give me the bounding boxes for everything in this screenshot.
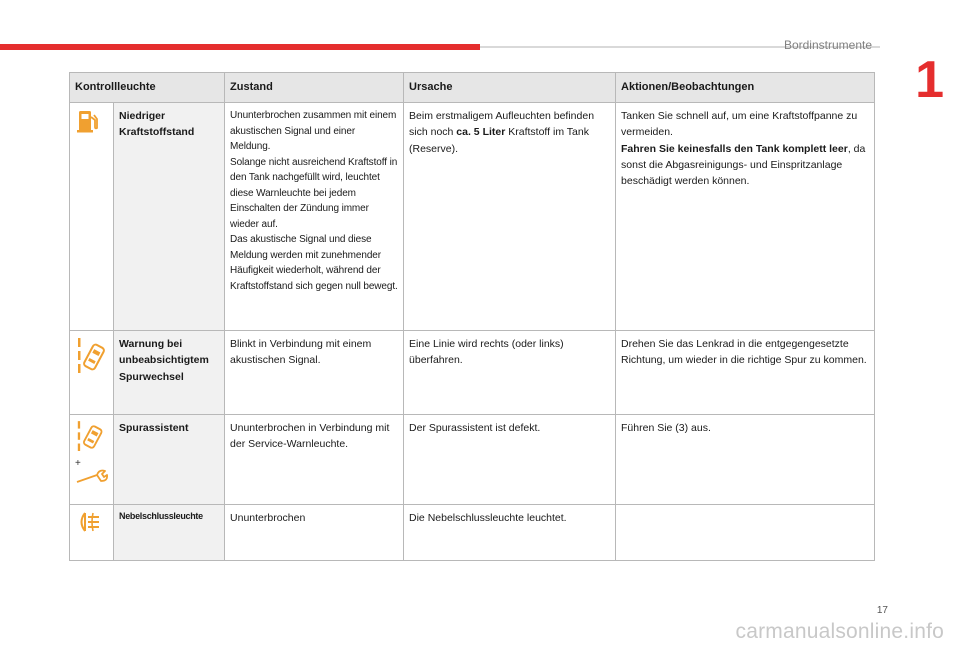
state-cell: Ununterbrochen zusammen mit einem akustischen Signal und einer Meldung. Solange nicht ausreichend Kraftstoff in den Tank nachgefüllt wird, leuchtet diese Warnleuchte bei jedem Einschalten der Zündung immer wieder auf. Das akustische Signal und diese Meldung werden mit zunehmender Häufigkeit wiederholt, während der Kraftstoffstand sich gegen null bewegt. bbox=[225, 103, 404, 331]
chapter-number: 1 bbox=[915, 51, 944, 109]
table-row bbox=[70, 331, 875, 415]
fuel-pump-icon bbox=[75, 125, 101, 137]
table-row bbox=[70, 103, 875, 331]
icon-cell bbox=[70, 103, 114, 331]
state-cell: Blinkt in Verbindung mit einem akustischen Signal. bbox=[225, 331, 404, 415]
table-row bbox=[70, 505, 875, 561]
plus-sign: + bbox=[75, 458, 81, 470]
warning-lights-table bbox=[69, 72, 875, 561]
rear-fog-light-icon bbox=[75, 525, 103, 537]
header-aktionen: Aktionen/Beobachtungen bbox=[616, 73, 875, 103]
state-cell: Ununterbrochen in Verbindung mit der Service-Warnleuchte. bbox=[225, 415, 404, 505]
cause-cell: Beim erstmaligem Aufleuchten befinden sich noch ca. 5 Liter Kraftstoff im Tank (Reserve). bbox=[404, 103, 616, 331]
header-kontrollleuchte: Kontrollleuchte bbox=[70, 73, 225, 103]
action-cell: Führen Sie (3) aus. bbox=[616, 415, 875, 505]
action-cell: Drehen Sie das Lenkrad in die entgegengesetzte Richtung, um wieder in die richtige Spur zu kommen. bbox=[616, 331, 875, 415]
header-accent-bar bbox=[0, 44, 480, 50]
action-cell bbox=[616, 505, 875, 561]
state-cell: Ununterbrochen bbox=[225, 505, 404, 561]
lane-departure-icon bbox=[75, 367, 105, 379]
icon-cell bbox=[70, 331, 114, 415]
header-ursache: Ursache bbox=[404, 73, 616, 103]
warning-name: Spurassistent bbox=[114, 415, 225, 505]
table-header-row bbox=[70, 73, 875, 103]
header-zustand: Zustand bbox=[225, 73, 404, 103]
warning-name: Warnung bei unbeabsichtigtem Spurwechsel bbox=[114, 331, 225, 415]
icon-cell bbox=[70, 415, 114, 505]
section-title: Bordinstrumente bbox=[783, 38, 872, 52]
cause-cell: Die Nebelschlussleuchte leuchtet. bbox=[404, 505, 616, 561]
warning-name: Niedriger Kraftstoffstand bbox=[114, 103, 225, 331]
cause-cell: Eine Linie wird rechts (oder links) überfahren. bbox=[404, 331, 616, 415]
warning-name: Nebelschlussleuchte bbox=[114, 505, 225, 561]
lane-departure-icon bbox=[75, 445, 103, 457]
page-number: 17 bbox=[876, 605, 888, 616]
table-row bbox=[70, 415, 875, 505]
icon-cell bbox=[70, 505, 114, 561]
wrench-icon bbox=[75, 476, 109, 488]
cause-cell: Der Spurassistent ist defekt. bbox=[404, 415, 616, 505]
action-cell: Tanken Sie schnell auf, um eine Kraftstoffpanne zu vermeiden. Fahren Sie keinesfalls den Tank komplett leer, da sonst die Abgasreinigungs- und Einspritzanlage beschädigt werden können. bbox=[616, 103, 875, 331]
watermark: carmanualsonline.info bbox=[735, 620, 944, 643]
